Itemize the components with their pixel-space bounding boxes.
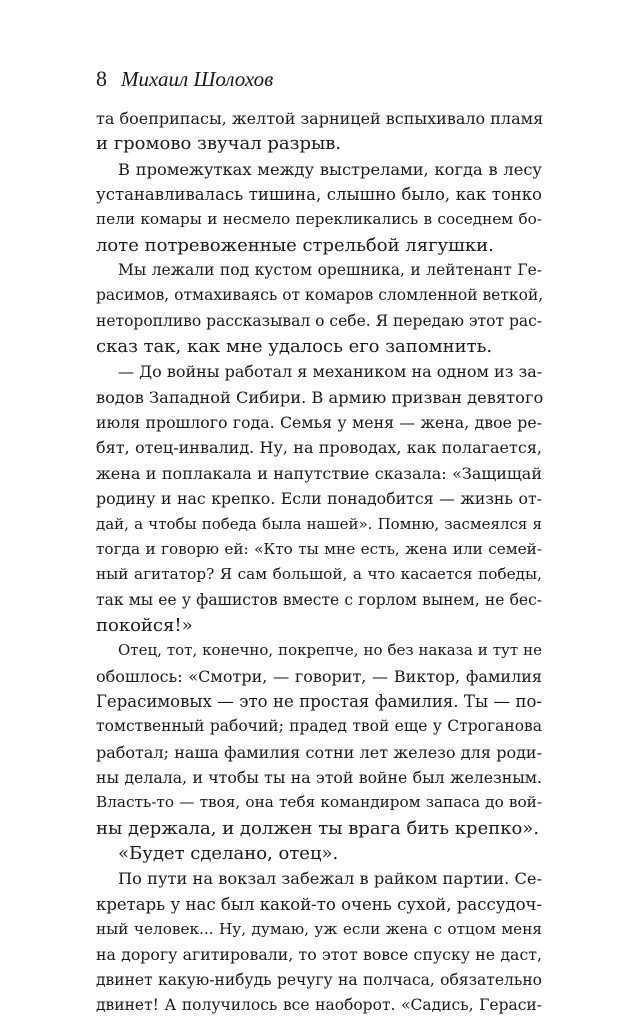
text-line: бят, отец-инвалид. Ну, на проводах, как полагается, — [96, 438, 542, 458]
page-number: 8 — [96, 66, 107, 91]
text-line: ный агитатор? Я сам большой, а что касается победы, — [96, 565, 542, 584]
text-line: «Будет сделано, отец». — [118, 842, 339, 864]
text-line: ный человек... Ну, думаю, уж если жена с отцом меня — [96, 920, 542, 938]
text-line: Отец, тот, конечно, покрепче, но без наказа и тут не — [118, 641, 542, 660]
text-line: так мы ее у фашистов вместе с горлом вынем, не бес- — [96, 590, 542, 609]
body-text — [96, 106, 542, 1018]
text-line: пели комары и несмело перекликались в соседнем бо- — [96, 210, 542, 229]
text-line: кретарь у нас был какой-то очень сухой, рассудоч- — [96, 894, 542, 914]
text-line: жена и поплакала и напутствие сказала: «Защищай — [96, 463, 542, 483]
text-line: и громово звучал разрыв. — [96, 133, 342, 155]
text-line: двинет какую-нибудь речугу на полчаса, обязательно — [96, 970, 542, 989]
text-line: Мы лежали под кустом орешника, и лейтенант Ге- — [118, 261, 542, 280]
text-line: сказ так, как мне удалось его запомнить. — [96, 336, 493, 358]
text-line: обошлось: «Смотри, — говорит, — Виктор, фамилия — [96, 666, 542, 686]
text-line: ны делала, и чтобы ты на этой войне был железным. — [96, 767, 542, 787]
text-line: покойся!» — [96, 614, 193, 636]
text-line: двинет! А получилось все наоборот. «Садись, Гераси- — [96, 996, 542, 1015]
text-line: устанавливалась тишина, слышно было, как тонко — [96, 185, 542, 205]
text-line: ны держала, и должен ты врага бить крепко». — [96, 817, 540, 839]
running-head — [96, 66, 542, 96]
book-page — [96, 66, 542, 1018]
text-line: По пути на вокзал забежал в райком партии. Се- — [118, 869, 542, 889]
text-line: дай, а чтобы победа была нашей». Помню, засмеялся я — [96, 514, 542, 533]
text-line: тогда и говорю ей: «Кто ты мне есть, жена или семей- — [96, 539, 542, 558]
text-line: неторопливо рассказывал о себе. Я передаю этот рас- — [96, 311, 543, 330]
text-line: та боеприпасы, желтой зарницей вспыхивало пламя — [96, 109, 544, 128]
text-line: В промежутках между выстрелами, когда в лесу — [118, 159, 542, 179]
text-line: — До войны работал я механиком на одном из за- — [118, 362, 543, 382]
text-line: расимов, отмахиваясь от комаров сломленной веткой, — [96, 286, 544, 305]
text-line: лоте потревоженные стрельбой лягушки. — [96, 234, 494, 256]
text-line: водов Западной Сибири. В армию призван девятого — [96, 387, 544, 407]
author-name: Михаил Шолохов — [121, 67, 274, 91]
text-line: июля прошлого года. Семья у меня — жена, двое ре- — [96, 413, 542, 433]
text-line: Власть-то — твоя, она тебя командиром запаса до вой- — [96, 793, 542, 812]
text-line: на дорогу агитировали, то этот вовсе спуску не даст, — [96, 945, 542, 965]
text-line: Герасимовых — это не простая фамилия. Ты — по- — [96, 691, 542, 711]
text-line: работал; наша фамилия сотни лет железо для роди- — [96, 742, 542, 762]
text-line: родину и нас крепко. Если понадобится — жизнь от- — [96, 489, 542, 509]
text-line: томственный рабочий; прадед твой еще у Строганова — [96, 717, 542, 736]
